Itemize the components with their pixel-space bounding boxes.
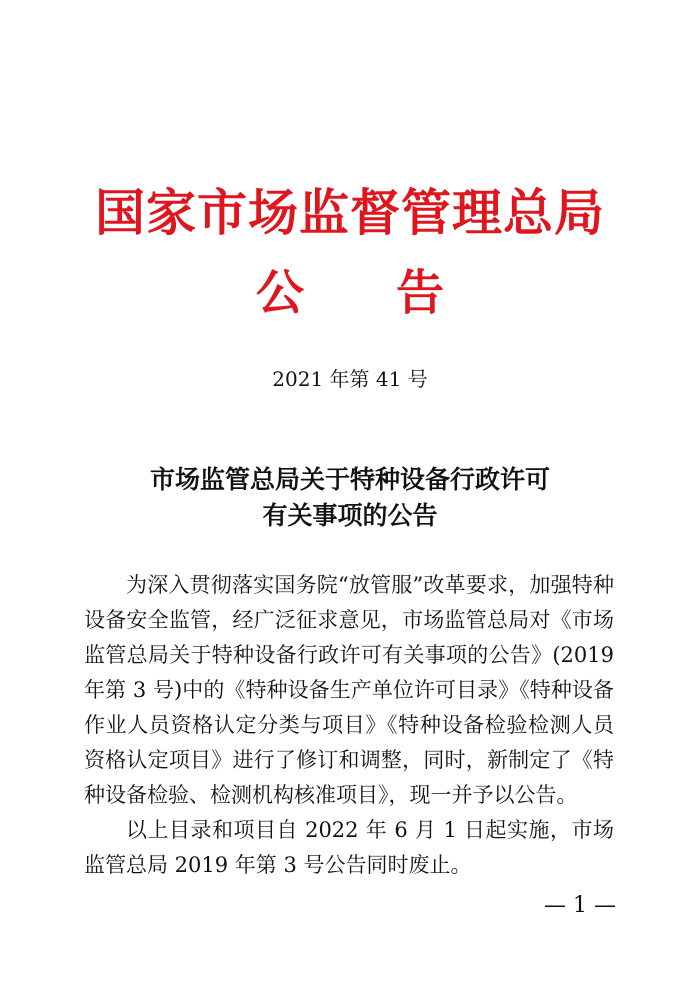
page-number: — 1 — <box>544 893 616 918</box>
announcement-title-line-1: 市场监管总局关于特种设备行政许可 <box>149 465 550 494</box>
document-type-header <box>0 258 700 328</box>
announcement-title-line-2: 有关事项的公告 <box>262 501 438 530</box>
announcement-title <box>0 462 700 534</box>
issuing-organization-header: 国家市场监督管理总局 <box>95 183 605 242</box>
body-paragraph-2: 以上目录和项目自 2022 年 6 月 1 日起实施，市场监管总局 2019 年第 3 号公告同时废止。 <box>84 818 614 877</box>
doc-type-char-2: 告 <box>396 265 445 321</box>
document-number: 2021 年第 41 号 <box>272 367 428 391</box>
body-paragraph-1: 为深入贯彻落实国务院“放管服”改革要求，加强特种设备安全监管，经广泛征求意见，市场监管总局对《市场监管总局关于特种设备行政许可有关事项的公告》(2019 年第 3 号)中的《特种设备生产单位许可目录》《特种设备作业人员资格认定分类与项目》《特种设备检验检测人员资格认定项目》进行了修订和调整，同时，新制定了《特种设备检验、检测机构核准项目》，现一并予以公告。 <box>84 573 614 807</box>
body-text <box>84 568 614 883</box>
doc-type-char-1: 公 <box>255 265 304 321</box>
